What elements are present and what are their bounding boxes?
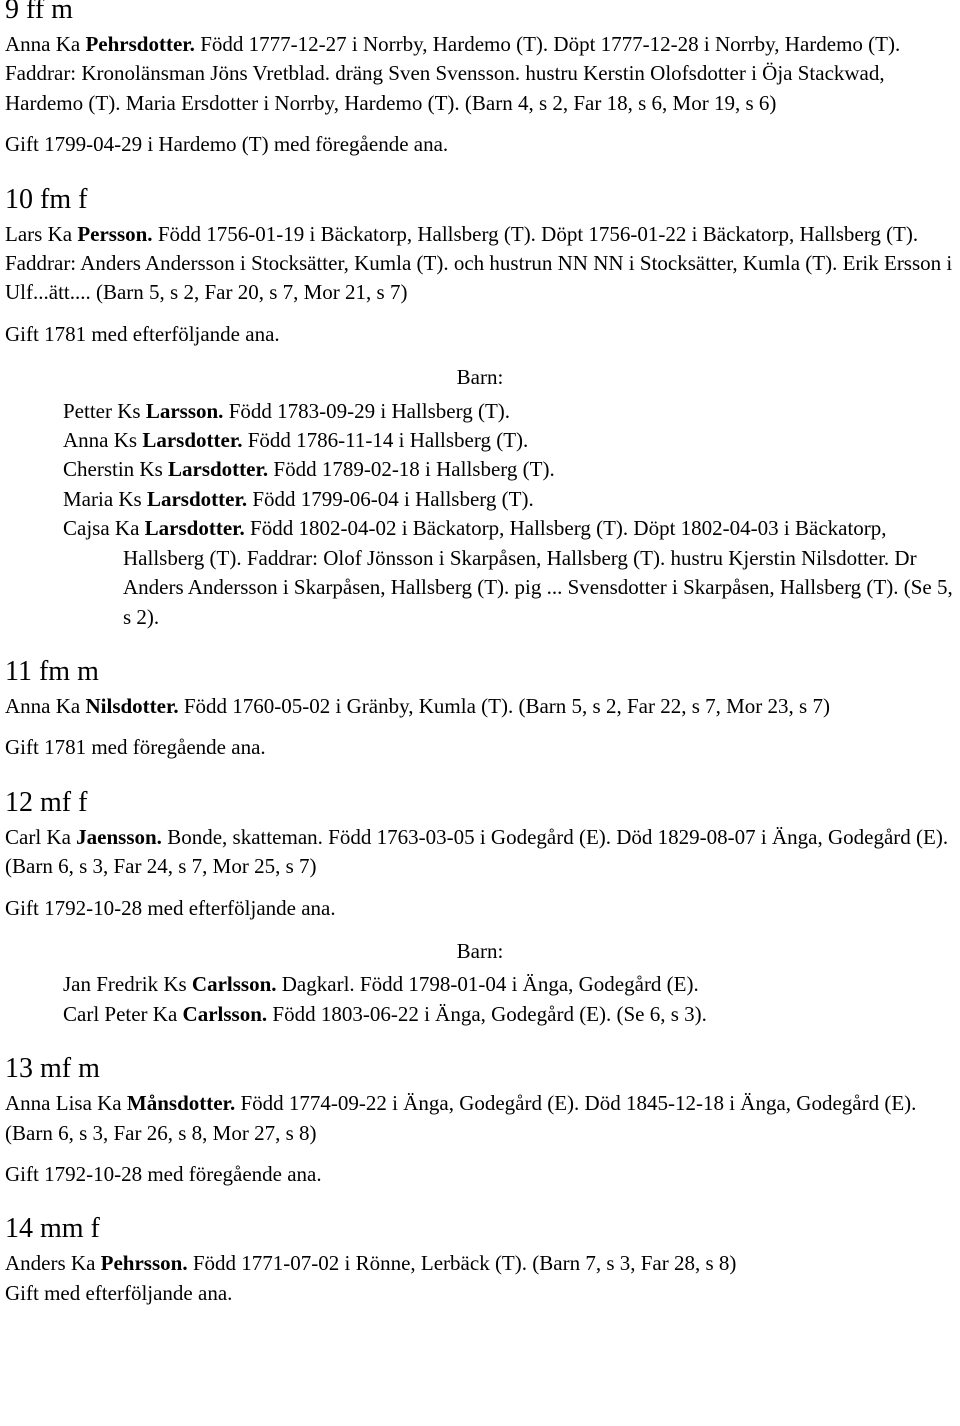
given-name: Carl Ka bbox=[5, 824, 77, 849]
entry-description bbox=[5, 823, 955, 882]
entry-heading: 14 mm f bbox=[5, 1213, 100, 1245]
children-heading: Barn: bbox=[456, 365, 504, 390]
given-name: Maria Ks bbox=[63, 486, 147, 511]
entry-heading: 11 fm m bbox=[5, 655, 99, 687]
children-list bbox=[5, 397, 955, 632]
surname: Persson. bbox=[77, 221, 153, 246]
given-name: Carl Peter Ka bbox=[63, 1001, 183, 1026]
entry-description bbox=[5, 692, 955, 721]
child-text: Dagkarl. Född 1798-01-04 i Änga, Godegård (E). bbox=[276, 972, 699, 997]
child-text: Född 1803-06-22 i Änga, Godegård (E). (Se 6, s 3). bbox=[267, 1001, 707, 1026]
entry-description bbox=[5, 1089, 955, 1148]
entry-13 bbox=[5, 1053, 955, 1189]
marriage-line: Gift 1792-10-28 med föregående ana. bbox=[5, 1161, 322, 1186]
entry-9 bbox=[5, 0, 955, 160]
entry-description bbox=[5, 1249, 955, 1278]
child-text: Född 1799-06-04 i Hallsberg (T). bbox=[247, 486, 534, 511]
marriage-line: Gift med efterföljande ana. bbox=[5, 1280, 233, 1305]
entry-11 bbox=[5, 656, 955, 763]
child-text: Född 1789-02-18 i Hallsberg (T). bbox=[268, 457, 555, 482]
entry-text: Född 1760-05-02 i Gränby, Kumla (T). (Barn 5, s 2, Far 22, s 7, Mor 23, s 7) bbox=[178, 693, 830, 718]
entry-text: Född 1777-12-27 i Norrby, Hardemo (T). Döpt 1777-12-28 i Norrby, Hardemo (T). Faddrar: Kronolänsman Jöns Vretblad. dräng Sven Svensson. hustru Kerstin Olofsdotter i Öja Stackwad, Hardemo (T). Maria Ersdotter i Norrby, Hardemo (T). (Barn 4, s 2, Far 18, s 6, Mor 19, s 6) bbox=[5, 32, 901, 115]
surname: Pehrsson. bbox=[100, 1251, 188, 1276]
given-name: Lars Ka bbox=[5, 221, 78, 246]
entry-10 bbox=[5, 184, 955, 632]
given-name: Cajsa Ka bbox=[63, 516, 145, 541]
children-heading: Barn: bbox=[456, 938, 504, 963]
surname: Carlsson. bbox=[182, 1001, 268, 1026]
child-item bbox=[63, 455, 955, 484]
child-item bbox=[63, 514, 955, 632]
surname: Carlsson. bbox=[191, 972, 277, 997]
surname: Månsdotter. bbox=[126, 1091, 236, 1116]
entry-heading: 13 mf m bbox=[5, 1053, 100, 1085]
given-name: Anna Ka bbox=[5, 32, 86, 56]
given-name: Jan Fredrik Ks bbox=[63, 972, 192, 997]
surname: Larsson. bbox=[145, 398, 224, 423]
entry-text: Född 1756-01-19 i Bäckatorp, Hallsberg (T). Döpt 1756-01-22 i Bäckatorp, Hallsberg (T). Faddrar: Anders Andersson i Stocksätter, Kumla (T). och hustrun NN NN i Stocksätter, Kumla (T). Erik Ersson i Ulf...ätt.... (Barn 5, s 2, Far 20, s 7, Mor 21, s 7) bbox=[5, 221, 953, 305]
given-name: Cherstin Ks bbox=[63, 457, 168, 482]
child-item bbox=[63, 970, 955, 999]
child-text: Född 1786-11-14 i Hallsberg (T). bbox=[242, 428, 529, 453]
child-item bbox=[63, 1000, 955, 1029]
surname: Larsdotter. bbox=[168, 457, 269, 482]
entry-heading: 12 mf f bbox=[5, 786, 88, 818]
surname: Larsdotter. bbox=[142, 428, 243, 453]
entry-text: Född 1774-09-22 i Änga, Godegård (E). Död 1845-12-18 i Änga, Godegård (E). (Barn 6, s 3, Far 26, s 8, Mor 27, s 8) bbox=[5, 1091, 917, 1145]
surname: Larsdotter. bbox=[144, 516, 245, 541]
entry-text: Bonde, skatteman. Född 1763-03-05 i Godegård (E). Död 1829-08-07 i Änga, Godegård (E). (Barn 6, s 3, Far 24, s 7, Mor 25, s 7) bbox=[5, 824, 949, 879]
child-item bbox=[63, 485, 955, 514]
document-page bbox=[5, 0, 955, 1332]
entry-description bbox=[5, 220, 955, 308]
entry-heading: 10 fm f bbox=[5, 183, 88, 215]
children-list bbox=[5, 970, 955, 1029]
child-item bbox=[63, 397, 955, 426]
marriage-line: Gift 1781 med föregående ana. bbox=[5, 735, 266, 760]
given-name: Anna Ks bbox=[63, 428, 143, 453]
entry-text: Född 1771-07-02 i Rönne, Lerbäck (T). (Barn 7, s 3, Far 28, s 8) bbox=[187, 1251, 737, 1276]
given-name: Anna Ka bbox=[5, 693, 86, 718]
child-text: Född 1783-09-29 i Hallsberg (T). bbox=[223, 398, 511, 423]
surname: Jaensson. bbox=[76, 824, 162, 849]
marriage-line: Gift 1781 med efterföljande ana. bbox=[5, 321, 280, 346]
entry-heading: 9 ff m bbox=[5, 0, 73, 25]
entry-12 bbox=[5, 787, 955, 1029]
marriage-line: Gift 1799-04-29 i Hardemo (T) med föregående ana. bbox=[5, 132, 449, 157]
given-name: Anna Lisa Ka bbox=[5, 1091, 127, 1116]
child-item bbox=[63, 426, 955, 455]
child-text: Född 1802-04-02 i Bäckatorp, Hallsberg (T). Döpt 1802-04-03 i Bäckatorp, Hallsberg (T). Faddrar: Olof Jönsson i Skarpåsen, Hallsberg (T). hustru Kjerstin Nilsdotter. Dr Anders Andersson i Skarpåsen, Hallsberg (T). pig ... Svensdotter i Skarpåsen, Hallsberg (T). (Se 5, s 2). bbox=[123, 516, 953, 629]
marriage-line: Gift 1792-10-28 med efterföljande ana. bbox=[5, 895, 336, 920]
surname: Nilsdotter. bbox=[85, 693, 179, 718]
entry-description bbox=[5, 30, 955, 118]
given-name: Petter Ks bbox=[63, 398, 146, 423]
entry-14 bbox=[5, 1213, 955, 1308]
given-name: Anders Ka bbox=[5, 1251, 101, 1276]
surname: Larsdotter. bbox=[146, 486, 248, 511]
surname: Pehrsdotter. bbox=[85, 32, 195, 56]
